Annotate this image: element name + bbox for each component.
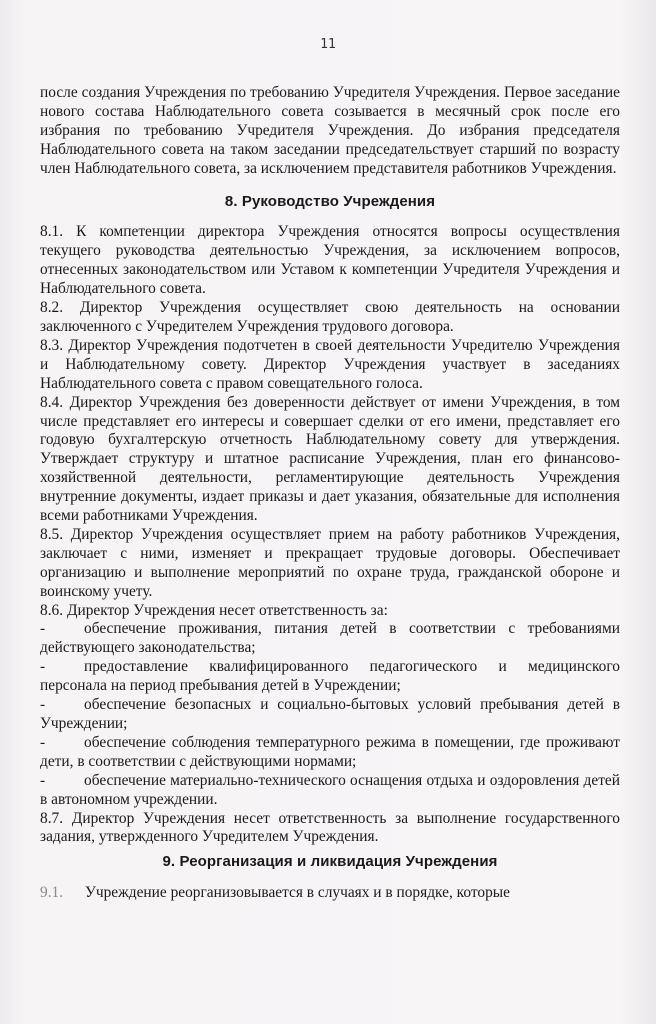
list-dash: - bbox=[40, 658, 46, 676]
clause-9-1 bbox=[40, 884, 620, 903]
clause-number: 8.3. bbox=[40, 336, 64, 354]
clause-8-1 bbox=[40, 223, 620, 299]
clause-8-3 bbox=[40, 337, 620, 394]
clause-number: 8.5. bbox=[40, 525, 64, 543]
section-8-heading: 8. Руководство Учреждения bbox=[224, 192, 436, 210]
list-dash: - bbox=[40, 620, 46, 638]
list-item-text: обеспечение соблюдения температурного режима в помещении, где проживают дети, в соответствии с действующими нормами; bbox=[40, 733, 620, 770]
intro-paragraph: после создания Учреждения по требованию Учредителя Учреждения. Первое заседание нового состава Наблюдательного совета созывается в месячный срок после его избрания по требованию Учредителя Учреждения. До избрания председателя Наблюдательного совета на таком заседании председательствует старший по возрасту член Наблюдательного совета, за исключением представителя работников Учреждения. bbox=[40, 84, 620, 177]
section-9-heading: 9. Реорганизация и ликвидация Учреждения bbox=[162, 853, 498, 871]
clause-8-6 bbox=[40, 602, 620, 621]
clause-text: Учреждение реорганизовывается в случаях и в порядке, которые bbox=[84, 884, 510, 902]
clause-number: 8.4. bbox=[40, 393, 64, 411]
list-item-text: предоставление квалифицированного педагогического и медицинского персонала на период пребывания детей в Учреждении; bbox=[40, 658, 620, 695]
clause-number: 8.6. bbox=[40, 601, 64, 619]
list-dash: - bbox=[40, 696, 46, 714]
list-dash: - bbox=[40, 771, 46, 789]
clause-text: Директор Учреждения без доверенности действует от имени Учреждения, в том числе представляет его интересы и совершает сделки от его имени, представляет его годовую бухгалтерскую отчетность Наблюдательному совету для утверждения. Утверждает структуру и штатное расписание Учреждения, план его финансово-хозяйственной деятельности, регламентирующие деятельность Учреждения внутренние документы, издает приказы и дает указания, обязательные для исполнения всеми работниками Учреждения. bbox=[40, 393, 620, 525]
clause-8-5 bbox=[40, 526, 620, 602]
list-dash: - bbox=[40, 733, 46, 751]
clause-text: Директор Учреждения несет ответственность за выполнение государственного задания, утвержденного Учредителем Учреждения. bbox=[40, 809, 620, 846]
clause-8-7 bbox=[40, 810, 620, 848]
list-item bbox=[40, 734, 620, 772]
clause-text: К компетенции директора Учреждения относятся вопросы осуществления текущего руководства деятельностью Учреждения, за исключением вопросов, отнесенных законодательством или Уставом к компетенции Учредителя Учреждения и Наблюдательного совета. bbox=[40, 223, 620, 298]
clause-number: 8.7. bbox=[40, 809, 64, 827]
clause-8-2 bbox=[40, 299, 620, 337]
list-item-text: обеспечение материально-технического оснащения отдыха и оздоровления детей в автономном учреждении. bbox=[40, 771, 620, 808]
document-body bbox=[40, 84, 620, 903]
list-item bbox=[40, 658, 620, 696]
list-item-text: обеспечение проживания, питания детей в соответствии с требованиями действующего законодательства; bbox=[40, 620, 620, 657]
clause-number: 8.1. bbox=[40, 223, 64, 241]
list-item bbox=[40, 772, 620, 810]
list-item bbox=[40, 620, 620, 658]
clause-text: Директор Учреждения осуществляет свою деятельность на основании заключенного с Учредителем Учреждения трудового договора. bbox=[40, 299, 620, 335]
page-number: 11 bbox=[320, 37, 336, 52]
clause-number: 8.2. bbox=[40, 299, 64, 317]
clause-text: Директор Учреждения осуществляет прием на работу работников Учреждения, заключает с ними, изменяет и прекращает трудовые договоры. Обеспечивает организацию и выполнение мероприятий по охране труда, гражданской обороне и воинскому учету. bbox=[40, 525, 620, 600]
clause-text: Директор Учреждения подотчетен в своей деятельности Учредителю Учреждения и Наблюдательному совету. Директор Учреждения участвует в заседаниях Наблюдательного совета с правом совещательного голоса. bbox=[40, 336, 620, 392]
clause-8-4 bbox=[40, 394, 620, 526]
clause-number: 9.1. bbox=[40, 884, 64, 902]
clause-text: Директор Учреждения несет ответственность за: bbox=[66, 601, 388, 619]
list-item bbox=[40, 696, 620, 734]
list-item-text: обеспечение безопасных и социально-бытовых условий пребывания детей в Учреждении; bbox=[40, 696, 620, 732]
